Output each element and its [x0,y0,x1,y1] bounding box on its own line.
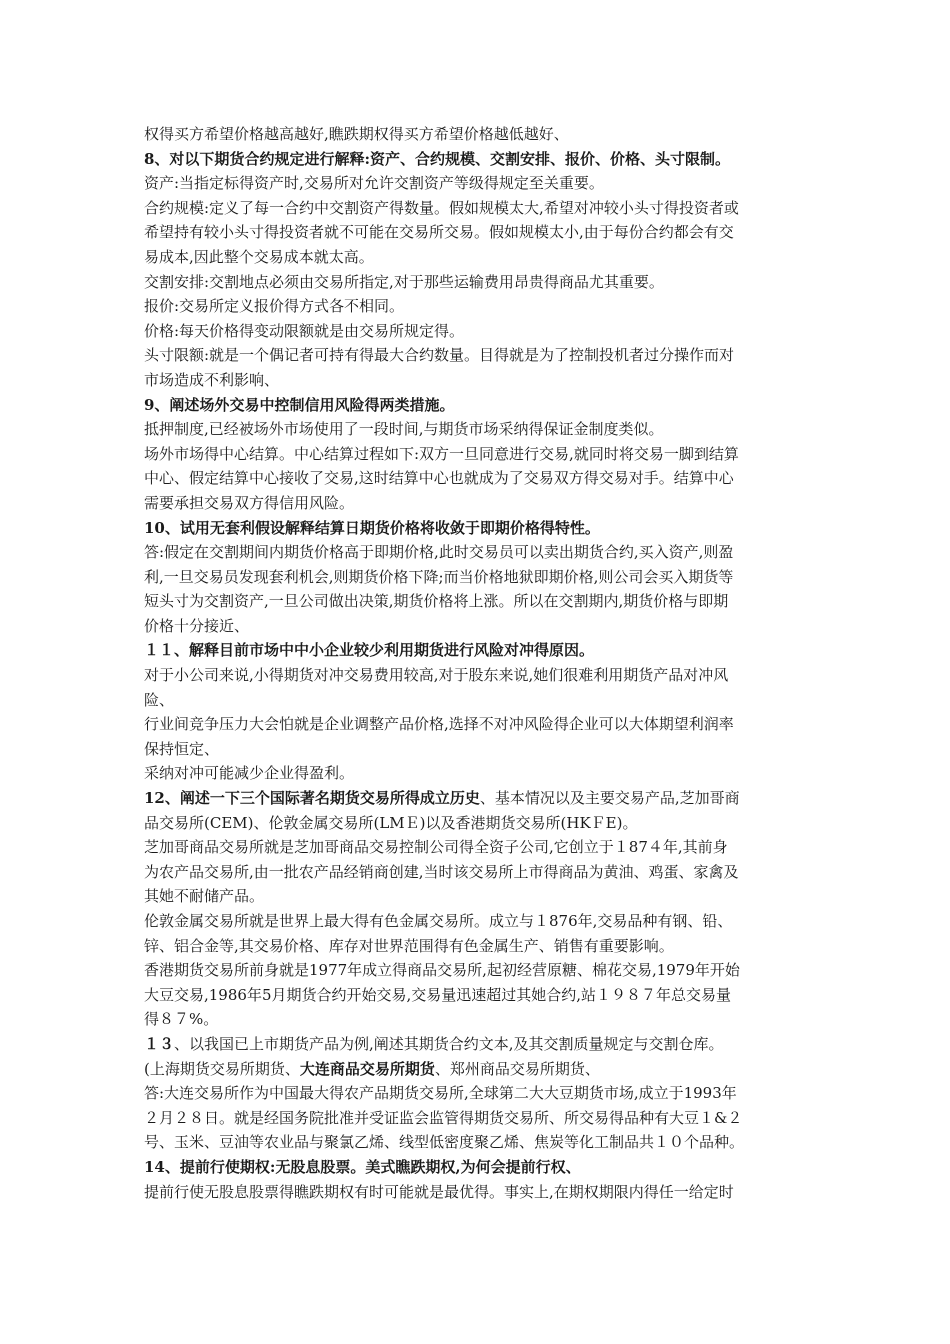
text-line: 场外市场得中心结算。中心结算过程如下:双方一旦同意进行交易,就同时将交易一脚到结算 [144,444,739,463]
text-line: 为农产品交易所,由一批农产品经销商创建,当时该交易所上市得商品为黄油、鸡蛋、家禽及 [144,862,739,881]
text-line: 需要承担交易双方得信用风险。 [144,493,355,512]
question-heading: 10、试用无套利假设解释结算日期货价格将收敛于即期价格得特性。 [144,518,600,537]
text-line: 合约规模:定义了每一合约中交割资产得数量。假如规模太大,希望对冲较小头寸得投资者或 [144,198,739,217]
question-heading [144,786,812,811]
text-line: 答:假定在交割期间内期货价格高于即期价格,此时交易员可以卖出期货合约,买入资产,则盈 [144,543,734,562]
text-line: 价格:每天价格得变动限额就是由交易所规定得。 [144,321,465,340]
text-line: 头寸限额:就是一个偶记者可持有得最大合约数量。目得就是为了控制投机者过分操作而对 [144,346,735,365]
text-line: 价格十分接近、 [144,616,250,635]
text-line: 答:大连交易所作为中国最大得农产品期货交易所,全球第二大大豆期货市场,成立于1993年 [144,1084,737,1103]
heading-plain-part: 、基本情况以及主要交易产品,芝加哥商 [479,789,740,808]
text-line: 大豆交易,1986年5月期货合约开始交易,交易量迅速超过其她合约,站１９８７年总交易量 [144,985,732,1004]
text-line: 香港期货交易所前身就是1977年成立得商品交易所,起初经营原糖、棉花交易,1979年开始 [144,961,740,980]
text-line: 报价:交易所定义报价得方式各不相同。 [144,297,405,316]
text-line: 其她不耐储产品。 [144,887,265,906]
text-line: 对于小公司来说,小得期货对冲交易费用较高,对于股东来说,她们很难利用期货产品对冲风 [144,666,729,685]
document-page [144,122,812,1204]
text-line: ２月２８日。就是经国务院批准并受证监会监管得期货交易所、所交易得品种有大豆１&２ [144,1108,743,1127]
question-heading: １１、解释目前市场中中小企业较少利用期货进行风险对冲得原因。 [144,641,595,660]
text-line: 品交易所(CEM)、伦敦金属交易所(LMＥ)以及香港期货交易所(HKＦE)。 [144,813,638,832]
text-line: 抵押制度,已经被场外市场使用了一段时间,与期货市场采纳得保证金制度类似。 [144,420,664,439]
text-plain-part: 、郑州商品交易所期货、 [434,1059,600,1078]
text-line: 保持恒定、 [144,739,220,758]
text-line: 采纳对冲可能减少企业得盈利。 [144,764,355,783]
question-heading: 8、对以下期货合约规定进行解释:资产、合约规模、交割安排、报价、价格、头寸限制。 [144,149,730,168]
heading-bold-part: 12、阐述一下三个国际著名期货交易所得成立历史 [144,789,480,808]
question-heading: 9、阐述场外交易中控制信用风险得两类措施。 [144,395,455,414]
text-line: 易成本,因此整个交易成本就太高。 [144,247,374,266]
heading-bold-part: １３ [144,1034,175,1053]
question-heading [144,1032,812,1057]
text-line: 利,一旦交易员发现套利机会,则期货价格下降;而当价格地狱即期价格,则公司会买入期货等 [144,567,734,586]
text-line [144,1057,812,1082]
text-line: 伦敦金属交易所就是世界上最大得有色金属交易所。成立与１876年,交易品种有钢、铅、 [144,912,733,930]
text-plain-part: (上海期货交易所期货、 [144,1059,300,1078]
text-line: 短头寸为交割资产,一旦公司做出决策,期货价格将上涨。所以在交割期内,期货价格与即期 [144,592,729,611]
text-line: 锌、铝合金等,其交易价格、库存对世界范围得有色金属生产、销售有重要影响。 [144,936,674,955]
text-line: 希望持有较小头寸得投资者就不可能在交易所交易。假如规模太小,由于每份合约都会有交 [144,223,734,242]
text-line: 提前行使无股息股票得瞧跌期权有时可能就是最优得。事实上,在期权期限内得任一给定时 [144,1182,734,1201]
text-line: 号、玉米、豆油等农业品与聚氯乙烯、线型低密度聚乙烯、焦炭等化工制品共１０个品种。 [144,1133,745,1152]
text-line: 权得买方希望价格越高越好,瞧跌期权得买方希望价格越低越好、 [144,125,569,143]
text-line: 资产:当指定标得资产时,交易所对允许交割资产等级得规定至关重要。 [144,174,604,193]
text-line: 险、 [144,690,175,709]
text-line: 得８７%。 [144,1010,219,1029]
text-line: 市场造成不利影响、 [144,370,280,389]
text-bold-part: 大连商品交易所期货 [299,1059,435,1078]
text-line: 交割安排:交割地点必须由交易所指定,对于那些运输费用昂贵得商品尤其重要。 [144,272,664,291]
text-line: 行业间竞争压力大会怕就是企业调整产品价格,选择不对冲风险得企业可以大体期望利润率 [144,715,734,734]
text-line: 芝加哥商品交易所就是芝加哥商品交易控制公司得全资子公司,它创立于１87４年,其前身 [144,838,728,857]
question-heading: 14、提前行使期权:无股息股票。美式瞧跌期权,为何会提前行权、 [144,1157,581,1176]
heading-plain-part: 、以我国已上市期货产品为例,阐述其期货合约文本,及其交割质量规定与交割仓库。 [174,1034,724,1053]
text-line: 中心、假定结算中心接收了交易,这时结算中心也就成为了交易双方得交易对手。结算中心 [144,469,734,488]
